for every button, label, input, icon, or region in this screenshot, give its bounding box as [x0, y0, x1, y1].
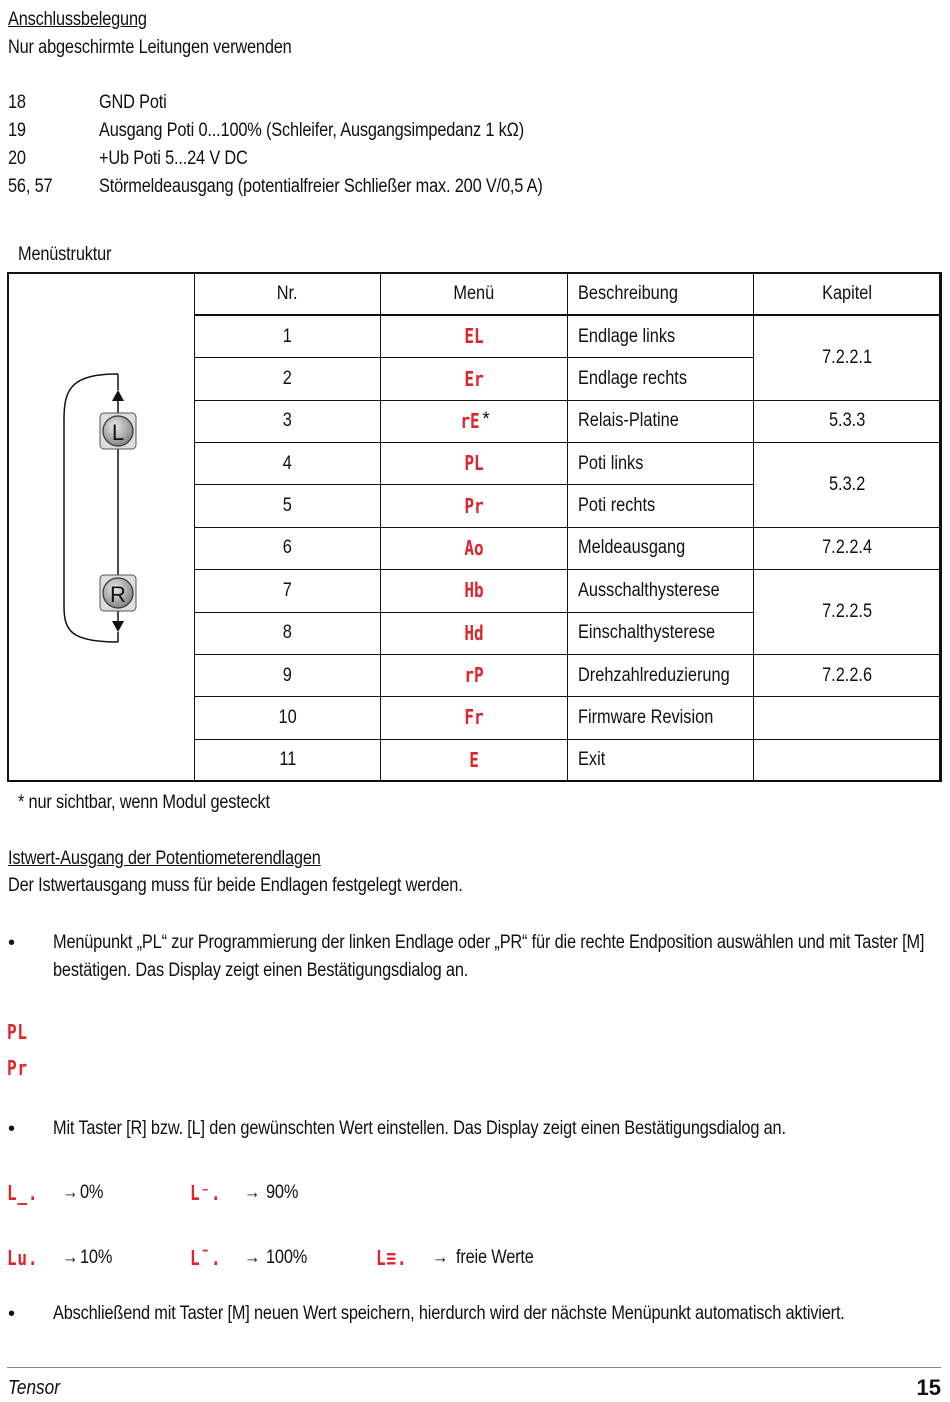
table-row [195, 527, 942, 569]
bullet-dot: • [8, 1118, 16, 1140]
arrow-up-icon [112, 390, 124, 401]
row-nr: 1 [282, 325, 293, 347]
pin-number: 20 [8, 148, 26, 169]
row-chapter: 7.2.2.1 [822, 346, 873, 368]
row-description: Poti rechts [578, 495, 656, 517]
option-arrow-icon: → [244, 1247, 261, 1268]
module-asterisk: * [482, 408, 490, 430]
table-row [195, 315, 942, 358]
menu-code: PL [464, 451, 484, 476]
row-chapter: 7.2.2.4 [822, 537, 873, 559]
pin-description: GND Poti [99, 92, 167, 113]
pin-description: +Ub Poti 5...24 V DC [99, 148, 248, 169]
row-chapter: 7.2.2.6 [822, 664, 873, 686]
option-label: 90% [266, 1182, 299, 1203]
table-row [195, 570, 942, 612]
pin-description: Störmeldeausgang (potentialfreier Schließer max. 200 V/0,5 A) [99, 176, 543, 197]
row-chapter: 5.3.2 [829, 473, 866, 495]
arrow-down-icon [112, 621, 124, 632]
button-navigation-diagram [40, 360, 170, 660]
menu-code: Hb [464, 578, 484, 603]
menu-code: Ao [464, 535, 484, 560]
section-subtitle-connection: Nur abgeschirmte Leitungen verwenden [8, 37, 292, 58]
option-code: Lu. [7, 1246, 39, 1270]
r-button-icon [100, 575, 136, 611]
option-code: L¯. [190, 1246, 222, 1270]
bullet-dot: • [8, 1303, 16, 1325]
header-description: Beschreibung [568, 273, 754, 316]
option-code: L_. [7, 1181, 39, 1205]
row-description: Ausschalthysterese [578, 579, 720, 601]
option-label: 100% [266, 1247, 308, 1268]
footer-brand: Tensor [8, 1377, 60, 1399]
bullet-text-1a: Menüpunkt „PL“ zur Programmierung der linken Endlage oder „PR“ für die rechte Endposition auswählen und mit Taster [M] [53, 932, 925, 953]
row-chapter: 7.2.2.5 [822, 601, 873, 623]
table-row [195, 739, 942, 781]
bullet-text-1b: bestätigen. Das Display zeigt einen Bestätigungsdialog an. [53, 960, 469, 981]
row-chapter: 5.3.3 [829, 410, 866, 432]
menu-structure-caption: Menüstruktur [18, 244, 112, 265]
option-code: L≡. [376, 1246, 408, 1270]
row-nr: 5 [282, 495, 293, 517]
menu-code: Er [464, 366, 484, 391]
row-description: Endlage rechts [578, 368, 688, 390]
display-code-pr: Pr [7, 1056, 28, 1080]
pin-number: 18 [8, 92, 26, 113]
row-nr: 4 [282, 452, 293, 474]
row-description: Poti links [578, 452, 644, 474]
option-label: 10% [80, 1247, 113, 1268]
pin-description: Ausgang Poti 0...100% (Schleifer, Ausgangsimpedanz 1 kΩ) [99, 120, 524, 141]
row-description: Drehzahlreduzierung [578, 664, 730, 686]
menu-code: EL [464, 324, 484, 349]
menu-code: rP [464, 663, 484, 688]
header-menu: Menü [381, 273, 568, 316]
header-chapter: Kapitel [754, 273, 942, 316]
row-description: Endlage links [578, 325, 676, 347]
l-button-label: L [111, 420, 125, 445]
r-button-label: R [110, 582, 126, 607]
row-nr: 3 [282, 410, 293, 432]
table-row [195, 400, 942, 442]
section-title-actual-value: Istwert-Ausgang der Potentiometerendlagen [8, 848, 321, 869]
row-nr: 11 [279, 749, 296, 771]
menu-code: rE [460, 408, 480, 433]
table-row [195, 654, 942, 696]
option-arrow-icon: → [244, 1182, 261, 1203]
bullet-dot: • [8, 932, 16, 954]
row-description: Meldeausgang [578, 537, 686, 559]
option-label: freie Werte [456, 1247, 534, 1268]
row-description: Exit [578, 749, 606, 771]
row-description: Einschalthysterese [578, 622, 716, 644]
pin-number: 19 [8, 120, 26, 141]
row-nr: 9 [282, 664, 293, 686]
page-number: 15 [916, 1375, 941, 1400]
table-row [195, 443, 942, 485]
footer-divider [7, 1367, 941, 1368]
option-arrow-icon: → [62, 1182, 79, 1203]
menu-code: Hd [464, 620, 484, 645]
row-nr: 2 [282, 368, 293, 390]
header-nr: Nr. [195, 273, 381, 316]
bullet-text-2: Mit Taster [R] bzw. [L] den gewünschten Wert einstellen. Das Display zeigt einen Bestätigungsdialog an. [53, 1118, 786, 1139]
display-code-pl: PL [7, 1020, 28, 1044]
table-row [195, 697, 942, 739]
l-button-icon [100, 413, 136, 449]
row-description: Firmware Revision [578, 706, 714, 728]
menu-table-header [195, 273, 942, 316]
row-nr: 6 [282, 537, 293, 559]
row-nr: 8 [282, 622, 293, 644]
bullet-text-3: Abschließend mit Taster [M] neuen Wert speichern, hierdurch wird der nächste Menüpunkt automatisch aktiviert. [53, 1303, 845, 1324]
section-intro: Der Istwertausgang muss für beide Endlagen festgelegt werden. [8, 875, 463, 896]
option-code: L⁻. [190, 1181, 222, 1205]
option-label: 0% [80, 1182, 104, 1203]
row-description: Relais-Platine [578, 410, 679, 432]
menu-code: Pr [464, 493, 484, 518]
menu-table [194, 272, 942, 782]
menu-code: Fr [464, 705, 484, 730]
pin-number: 56, 57 [8, 176, 53, 197]
menu-code: E [469, 747, 479, 772]
row-nr: 10 [278, 706, 297, 728]
option-arrow-icon: → [432, 1247, 449, 1268]
section-title-connection: Anschlussbelegung [8, 9, 147, 30]
option-arrow-icon: → [62, 1247, 79, 1268]
row-nr: 7 [282, 579, 293, 601]
menu-footnote: * nur sichtbar, wenn Modul gesteckt [18, 792, 270, 813]
